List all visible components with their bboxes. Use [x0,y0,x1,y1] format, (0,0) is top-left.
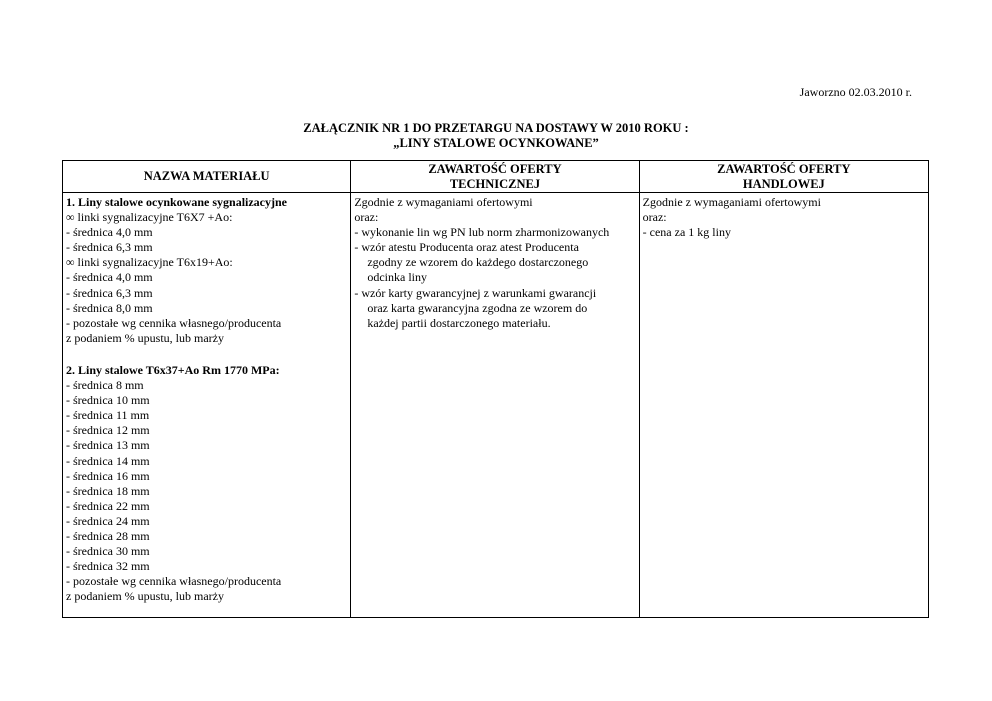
note-line: - pozostałe wg cennika własnego/producenta [66,574,282,589]
tender-table [62,160,929,618]
list-item: - średnica 8,0 mm [66,300,153,315]
note-line: z podaniem % upustu, lub marży [66,330,224,345]
text-line: zgodny ze wzorem do każdego dostarczonego [367,255,589,270]
note-line: z podaniem % upustu, lub marży [66,589,224,604]
text-line: - wykonanie lin wg PN lub norm zharmonizowanych [354,225,610,240]
title-line-1: ZAŁĄCZNIK NR 1 DO PRZETARGU NA DOSTAWY W 2010 ROKU : [303,121,689,135]
text-line: oraz: [354,210,379,225]
text-line: - wzór karty gwarancyjnej z warunkami gwarancji [354,285,597,300]
table-header-row [63,161,929,193]
header-commercial-offer: ZAWARTOŚĆ OFERTY HANDLOWEJ [639,161,928,193]
table-row [63,193,929,618]
material-cell [63,193,351,618]
text-line: oraz: [642,210,667,225]
list-item: - średnica 32 mm [66,559,150,574]
section-2-title: 2. Liny stalowe T6x37+Ao Rm 1770 MPa: [66,362,280,377]
list-item: - średnica 16 mm [66,468,150,483]
technical-offer-cell [351,193,639,618]
section-1-title: 1. Liny stalowe ocynkowane sygnalizacyjne [66,195,288,209]
list-item: - średnica 28 mm [66,528,150,543]
list-item: - średnica 8 mm [66,378,144,393]
list-item: - średnica 12 mm [66,423,150,438]
note-line: - pozostałe wg cennika własnego/producenta [66,315,282,330]
list-item: - średnica 4,0 mm [66,225,153,240]
header-technical-offer: ZAWARTOŚĆ OFERTY TECHNICZNEJ [351,161,639,193]
text-line: każdej partii dostarczonego materiału. [367,315,551,330]
list-item: - średnica 10 mm [66,393,150,408]
text-line: odcinka liny [367,270,427,285]
text-line: - cena za 1 kg liny [642,225,731,240]
subsection-heading: ∞ linki sygnalizacyjne T6X7 +Ao: [66,210,233,225]
text-line: - wzór atestu Producenta oraz atest Producenta [354,240,579,255]
list-item: - średnica 6,3 mm [66,240,153,255]
subsection-heading: ∞ linki sygnalizacyjne T6x19+Ao: [66,255,233,270]
list-item: - średnica 13 mm [66,438,150,453]
document-title [0,121,992,151]
text-line: oraz karta gwarancyjna zgodna ze wzorem do [367,300,588,315]
text-line: Zgodnie z wymaganiami ofertowymi [354,195,533,209]
commercial-offer-cell [639,193,928,618]
list-item: - średnica 24 mm [66,513,150,528]
list-item: - średnica 22 mm [66,498,150,513]
list-item: - średnica 18 mm [66,483,150,498]
list-item: - średnica 6,3 mm [66,285,153,300]
list-item: - średnica 30 mm [66,544,150,559]
title-line-2: „LINY STALOWE OCYNKOWANE” [393,136,599,150]
list-item: - średnica 11 mm [66,408,150,423]
list-item: - średnica 14 mm [66,453,150,468]
list-item: - średnica 4,0 mm [66,270,153,285]
document-date: Jaworzno 02.03.2010 r. [799,85,912,99]
text-line: Zgodnie z wymaganiami ofertowymi [642,195,821,209]
header-material-name: NAZWA MATERIAŁU [63,161,351,193]
